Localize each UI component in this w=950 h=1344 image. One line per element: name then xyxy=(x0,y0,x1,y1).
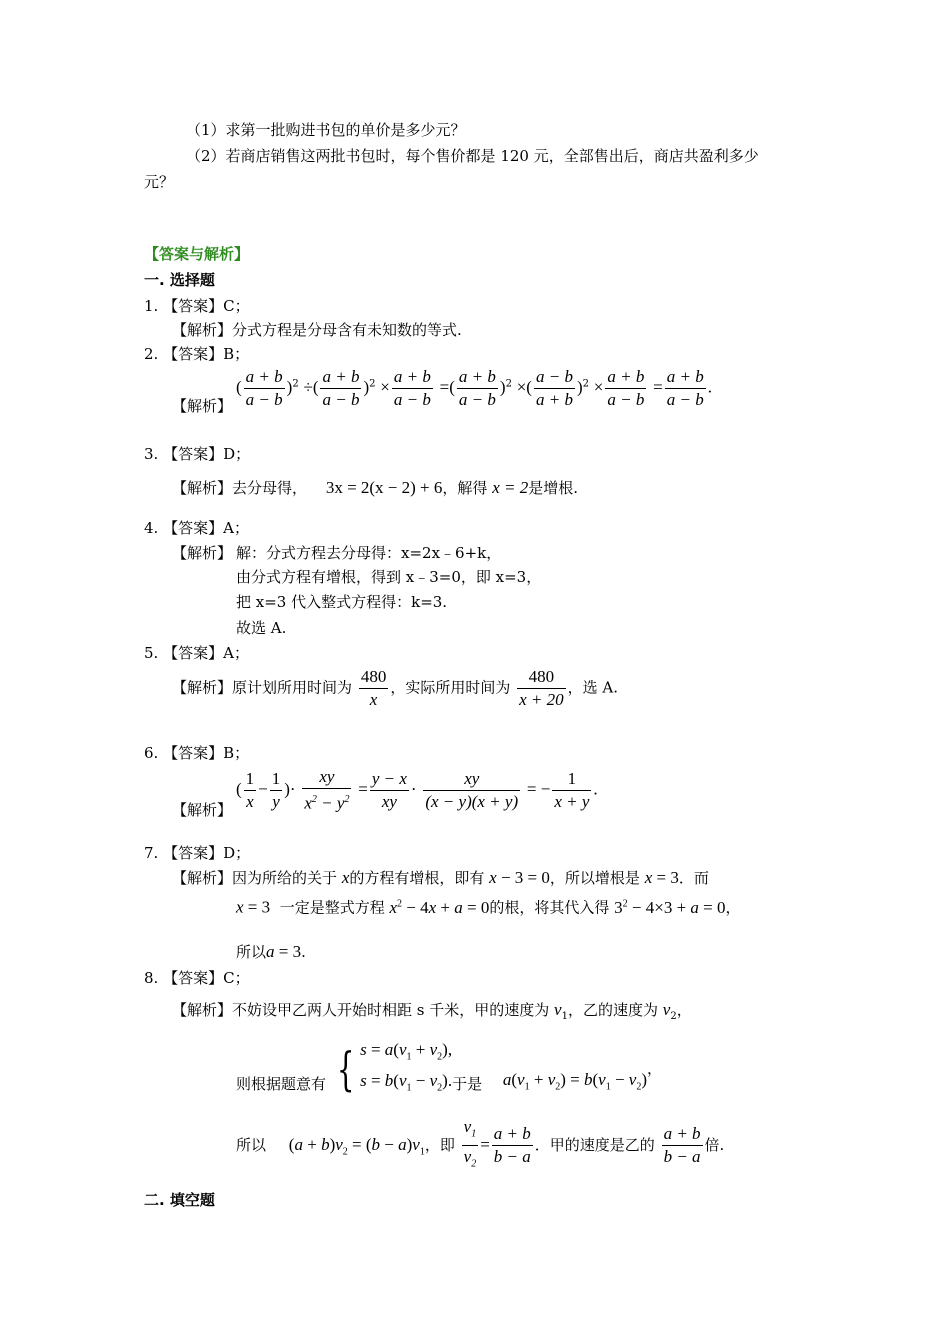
analysis-text: 所以 xyxy=(236,1135,267,1154)
answer-label: 【答案】 xyxy=(163,844,224,862)
answer-value: A； xyxy=(223,519,249,537)
part-2-title: 二. 填空题 xyxy=(144,1191,215,1209)
item-7-line-3: 所以a = 3. xyxy=(236,942,306,961)
question-1: （1）求第一批购进书包的单价是多少元？ xyxy=(186,121,466,139)
item-7-answer xyxy=(144,843,250,863)
answer-section-title: 【答案与解析】 xyxy=(144,245,250,263)
item-6-answer xyxy=(144,743,249,763)
analysis-text: 则根据题意有 xyxy=(236,1075,327,1094)
analysis-text: 的根，将其代入得 xyxy=(489,898,610,917)
analysis-text: ．而 xyxy=(678,869,709,887)
analysis-label: 【解析】 xyxy=(172,1001,233,1019)
answer-value: A； xyxy=(223,644,249,662)
item-4-analysis-label: 【解析】 xyxy=(172,544,233,562)
item-3-answer xyxy=(144,444,250,464)
analysis-label: 【解析】 xyxy=(172,321,233,339)
answer-value: C； xyxy=(223,969,250,987)
analysis-text: ，乙的速度为 xyxy=(567,1001,658,1019)
item-number: 1. xyxy=(144,297,159,315)
item-1-answer xyxy=(144,296,250,316)
analysis-text: ．甲的速度是乙的 xyxy=(534,1135,655,1154)
item-4-line-1: 解：分式方程去分母得：x=2x﹣6+k， xyxy=(236,544,502,562)
answer-label: 【答案】 xyxy=(163,744,224,762)
answer-value: B； xyxy=(223,744,250,762)
analysis-text: ，解得 xyxy=(442,479,488,497)
item-2-equation: ( $\frac{a + b}{a - b}$ )$^2$ ÷( $\frac{a + b}{a - b}$ )$^2$ × $\frac{a + b}{a - b}$ =( $\frac{a + b}{a - b}$ )$^2$ ×( $\frac{a - b}{a + b}$ )$^2$ × $\frac{a + b}{a - b}$ = $\frac{a + b}{a - b}$ . xyxy=(236,367,712,409)
item-4-line-2: 由分式方程有增根，得到 x﹣3=0，即 x=3， xyxy=(236,568,542,586)
analysis-label: 【解析】 xyxy=(172,678,233,697)
analysis-text: 所以 xyxy=(236,943,267,961)
answer-value: D； xyxy=(223,844,251,862)
item-7-line-1: 【解析】因为所给的关于 x的方程有增根，即有 x − 3 = 0，所以增根是 x = 3．而 xyxy=(172,868,709,887)
item-4-line-4: 故选 A. xyxy=(236,619,287,637)
item-number: 6. xyxy=(144,744,159,762)
analysis-text: 去分母得， xyxy=(232,479,308,497)
analysis-text: 分式方程是分母含有未知数的等式. xyxy=(232,321,462,339)
item-5-analysis xyxy=(172,666,618,711)
answer-label: 【答案】 xyxy=(163,345,224,363)
fraction-actual-time: $\frac{480}{x + 20}$ xyxy=(519,667,564,709)
item-8-answer xyxy=(144,968,250,988)
item-number: 2. xyxy=(144,345,159,363)
answer-value: C； xyxy=(223,297,250,315)
item-number: 7. xyxy=(144,844,159,862)
item-number: 4. xyxy=(144,519,159,537)
item-7-line-2: x = 3 一定是整式方程 $x^2 - 4x + a = 0$的根，将其代入得 $3^2 - 4\times 3 + a = 0$， xyxy=(236,897,741,917)
analysis-text: 一定是整式方程 xyxy=(279,898,385,917)
analysis-text: ，即 xyxy=(424,1135,455,1154)
question-2-line-2: 元？ xyxy=(144,173,175,191)
item-1-analysis xyxy=(172,320,462,340)
part-1-title: 一. 选择题 xyxy=(144,271,215,289)
item-number: 8. xyxy=(144,969,159,987)
answer-label: 【答案】 xyxy=(163,445,224,463)
item-3-analysis xyxy=(172,478,578,498)
analysis-text: 因为所给的关于 xyxy=(232,869,338,887)
item-4-line-3: 把 x=3 代入整式方程得：k=3. xyxy=(236,593,448,611)
analysis-text: ，实际所用时间为 xyxy=(390,678,511,697)
item-2-analysis-label: 【解析】 xyxy=(172,397,233,415)
item-6-equation: ( $\frac{1}{x}$ − $\frac{1}{y}$ )· $\frac{xy}{x^2 - y^2}$ = $\frac{y - x}{xy}$ · $\frac{xy}{(x - y)(x + y)}$ = − $\frac{1}{x + y}$ . xyxy=(236,767,598,813)
item-8-line-2: 则根据题意有 { $s = a(v_1 + v_2)$, $s = b(v_1 - v_2)$. 于是 $a(v_1 + v_2) = b(v_1 - v_2)$， xyxy=(236,1040,663,1097)
answer-value: D； xyxy=(223,445,251,463)
item-6-analysis-label: 【解析】 xyxy=(172,801,233,819)
analysis-label: 【解析】 xyxy=(172,479,233,497)
analysis-text: 于是 xyxy=(452,1075,483,1094)
answer-label: 【答案】 xyxy=(163,297,224,315)
equation: 3x = 2(x − 2) + 6 xyxy=(325,478,443,497)
analysis-text: 倍. xyxy=(704,1135,725,1154)
item-number: 5. xyxy=(144,644,159,662)
item-4-answer xyxy=(144,518,249,538)
analysis-text: 是增根. xyxy=(528,479,579,497)
item-5-answer xyxy=(144,643,249,663)
item-8-line-1: 【解析】不妨设甲乙两人开始时相距 s 千米，甲的速度为 $v_1$，乙的速度为 $v_2$， xyxy=(172,1000,692,1022)
analysis-text: 不妨设甲乙两人开始时相距 s 千米，甲的速度为 xyxy=(232,1001,550,1019)
answer-value: B； xyxy=(223,345,250,363)
analysis-label: 【解析】 xyxy=(172,869,233,887)
analysis-text: 的方程有增根，即有 xyxy=(349,869,485,887)
answer-label: 【答案】 xyxy=(163,519,224,537)
analysis-text: ，所以增根是 xyxy=(549,869,640,887)
analysis-text: 原计划所用时间为 xyxy=(232,678,353,697)
item-2-answer xyxy=(144,344,249,364)
fraction-planned-time: $\frac{480}{x}$ xyxy=(360,667,387,709)
answer-label: 【答案】 xyxy=(163,644,224,662)
question-2-line-1: （2）若商店销售这两批书包时，每个售价都是 120 元，全部售出后，商店共盈利多少 xyxy=(186,147,759,165)
root-expression: x = 2 xyxy=(492,478,529,497)
item-number: 3. xyxy=(144,445,159,463)
answer-label: 【答案】 xyxy=(163,969,224,987)
item-8-line-3: 所以 $(a + b)v_2 = (b - a)v_1$，即 $\frac{v_1}{v_2}$ = $\frac{a + b}{b - a}$ ．甲的速度是乙的 $\frac{a + b}{b - a}$ 倍. xyxy=(236,1117,725,1170)
analysis-text: ，选 A. xyxy=(567,678,619,697)
